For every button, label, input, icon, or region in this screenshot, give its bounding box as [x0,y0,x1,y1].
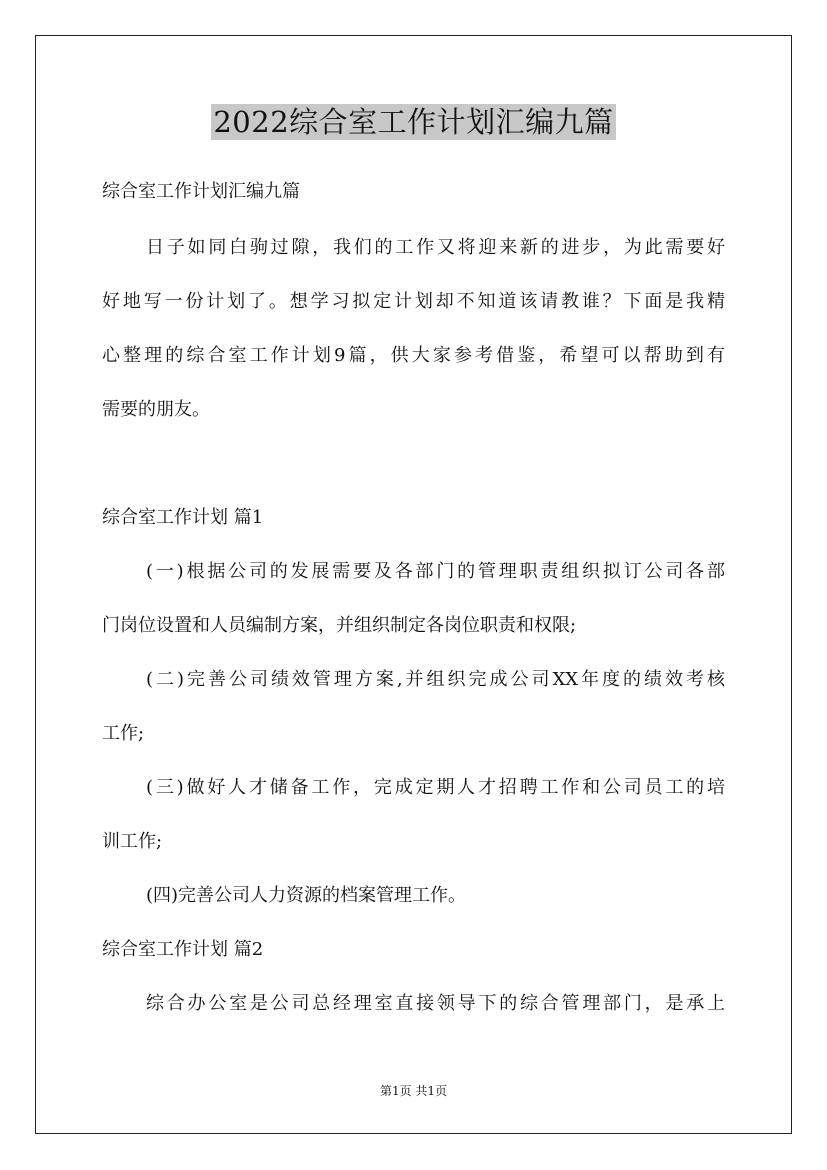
section1-item1-line1: (一)根据公司的发展需要及各部门的管理职责组织拟订公司各部 [146,561,725,582]
document-title: 2022综合室工作计划汇编九篇 [213,105,614,139]
intro-line-3: 心整理的综合室工作计划9篇，供大家参考借鉴，希望可以帮助到有 [102,345,725,366]
intro-line-1: 日子如同白驹过隙，我们的工作又将迎来新的进步，为此需要好 [146,237,725,258]
section1-heading: 综合室工作计划 篇1 [102,507,264,528]
section1-item3-line2: 训工作; [102,831,163,852]
section2-heading: 综合室工作计划 篇2 [102,939,264,960]
section1-item4-line1: (四)完善公司人力资源的档案管理工作。 [146,885,467,906]
page-footer: 第1页 共1页 [379,1084,448,1098]
document-heading: 综合室工作计划汇编九篇 [102,181,300,202]
intro-line-4: 需要的朋友。 [102,399,210,420]
section1-item1-line2: 门岗位设置和人员编制方案，并组织制定各岗位职责和权限; [102,615,577,636]
section1-item3-line1: (三)做好人才储备工作，完成定期人才招聘工作和公司员工的培 [146,777,725,798]
section1-item2-line1: (二)完善公司绩效管理方案,并组织完成公司XX年度的绩效考核 [146,669,725,690]
document-title-wrap [0,104,827,140]
intro-line-2: 好地写一份计划了。想学习拟定计划却不知道该请教谁？下面是我精 [102,291,725,312]
section2-line1: 综合办公室是公司总经理室直接领导下的综合管理部门，是承上 [146,993,725,1014]
section1-item2-line2: 工作; [102,723,145,744]
